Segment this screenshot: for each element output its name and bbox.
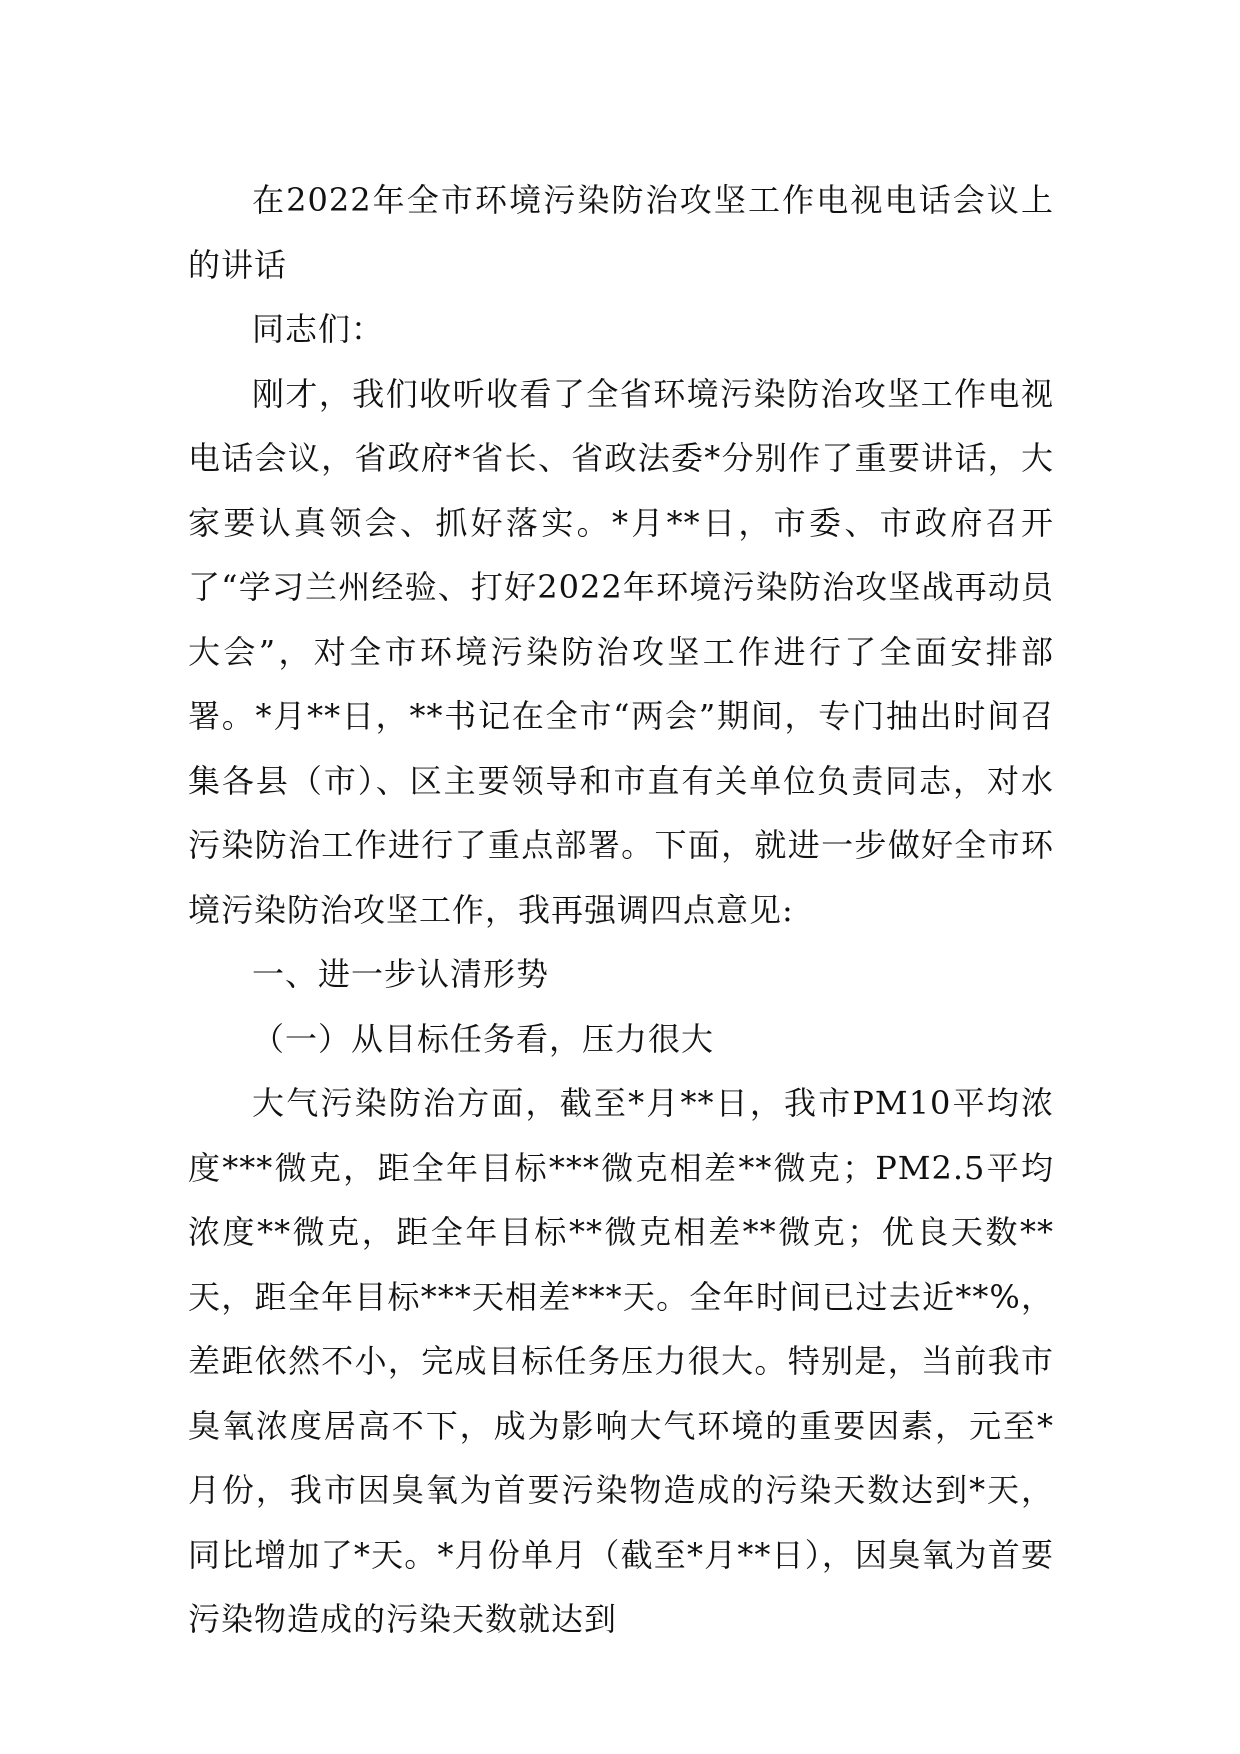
body-paragraph: 大气污染防治方面，截至*月**日，我市PM10平均浓度***微克，距全年目标***微克相差**微克；PM2.5平均浓度**微克，距全年目标**微克相差**微克；优良天数**天，距全年目标***天相差***天。全年时间已过去近**%，差距依然不小，完成目标任务压力很大。特别是，当前我市臭氧浓度居高不下，成为影响大气环境的重要因素，元至*月份，我市因臭氧为首要污染物造成的污染天数达到*天，同比增加了*天。*月份单月（截至*月**日），因臭氧为首要污染物造成的污染天数就达到 [188, 1084, 1054, 1638]
section-heading: 一、进一步认清形势 [252, 955, 550, 993]
document-page [188, 168, 1054, 1652]
salutation: 同志们： [252, 310, 385, 348]
document-title: 在2022年全市环境污染防治攻坚工作电视电话会议上的讲话 [188, 181, 1054, 284]
subsection-heading: （一）从目标任务看，压力很大 [252, 1019, 715, 1058]
intro-paragraph: 刚才，我们收听收看了全省环境污染防治攻坚工作电视电话会议，省政府*省长、省政法委*分别作了重要讲话，大家要认真领会、抓好落实。*月**日，市委、市政府召开了“学习兰州经验、打好2022年环境污染防治攻坚战再动员大会”，对全市环境污染防治攻坚工作进行了全面安排部署。*月**日，**书记在全市“两会”期间，专门抽出时间召集各县（市）、区主要领导和市直有关单位负责同志，对水污染防治工作进行了重点部署。下面，就进一步做好全市环境污染防治攻坚工作，我再强调四点意见: [188, 374, 1054, 929]
